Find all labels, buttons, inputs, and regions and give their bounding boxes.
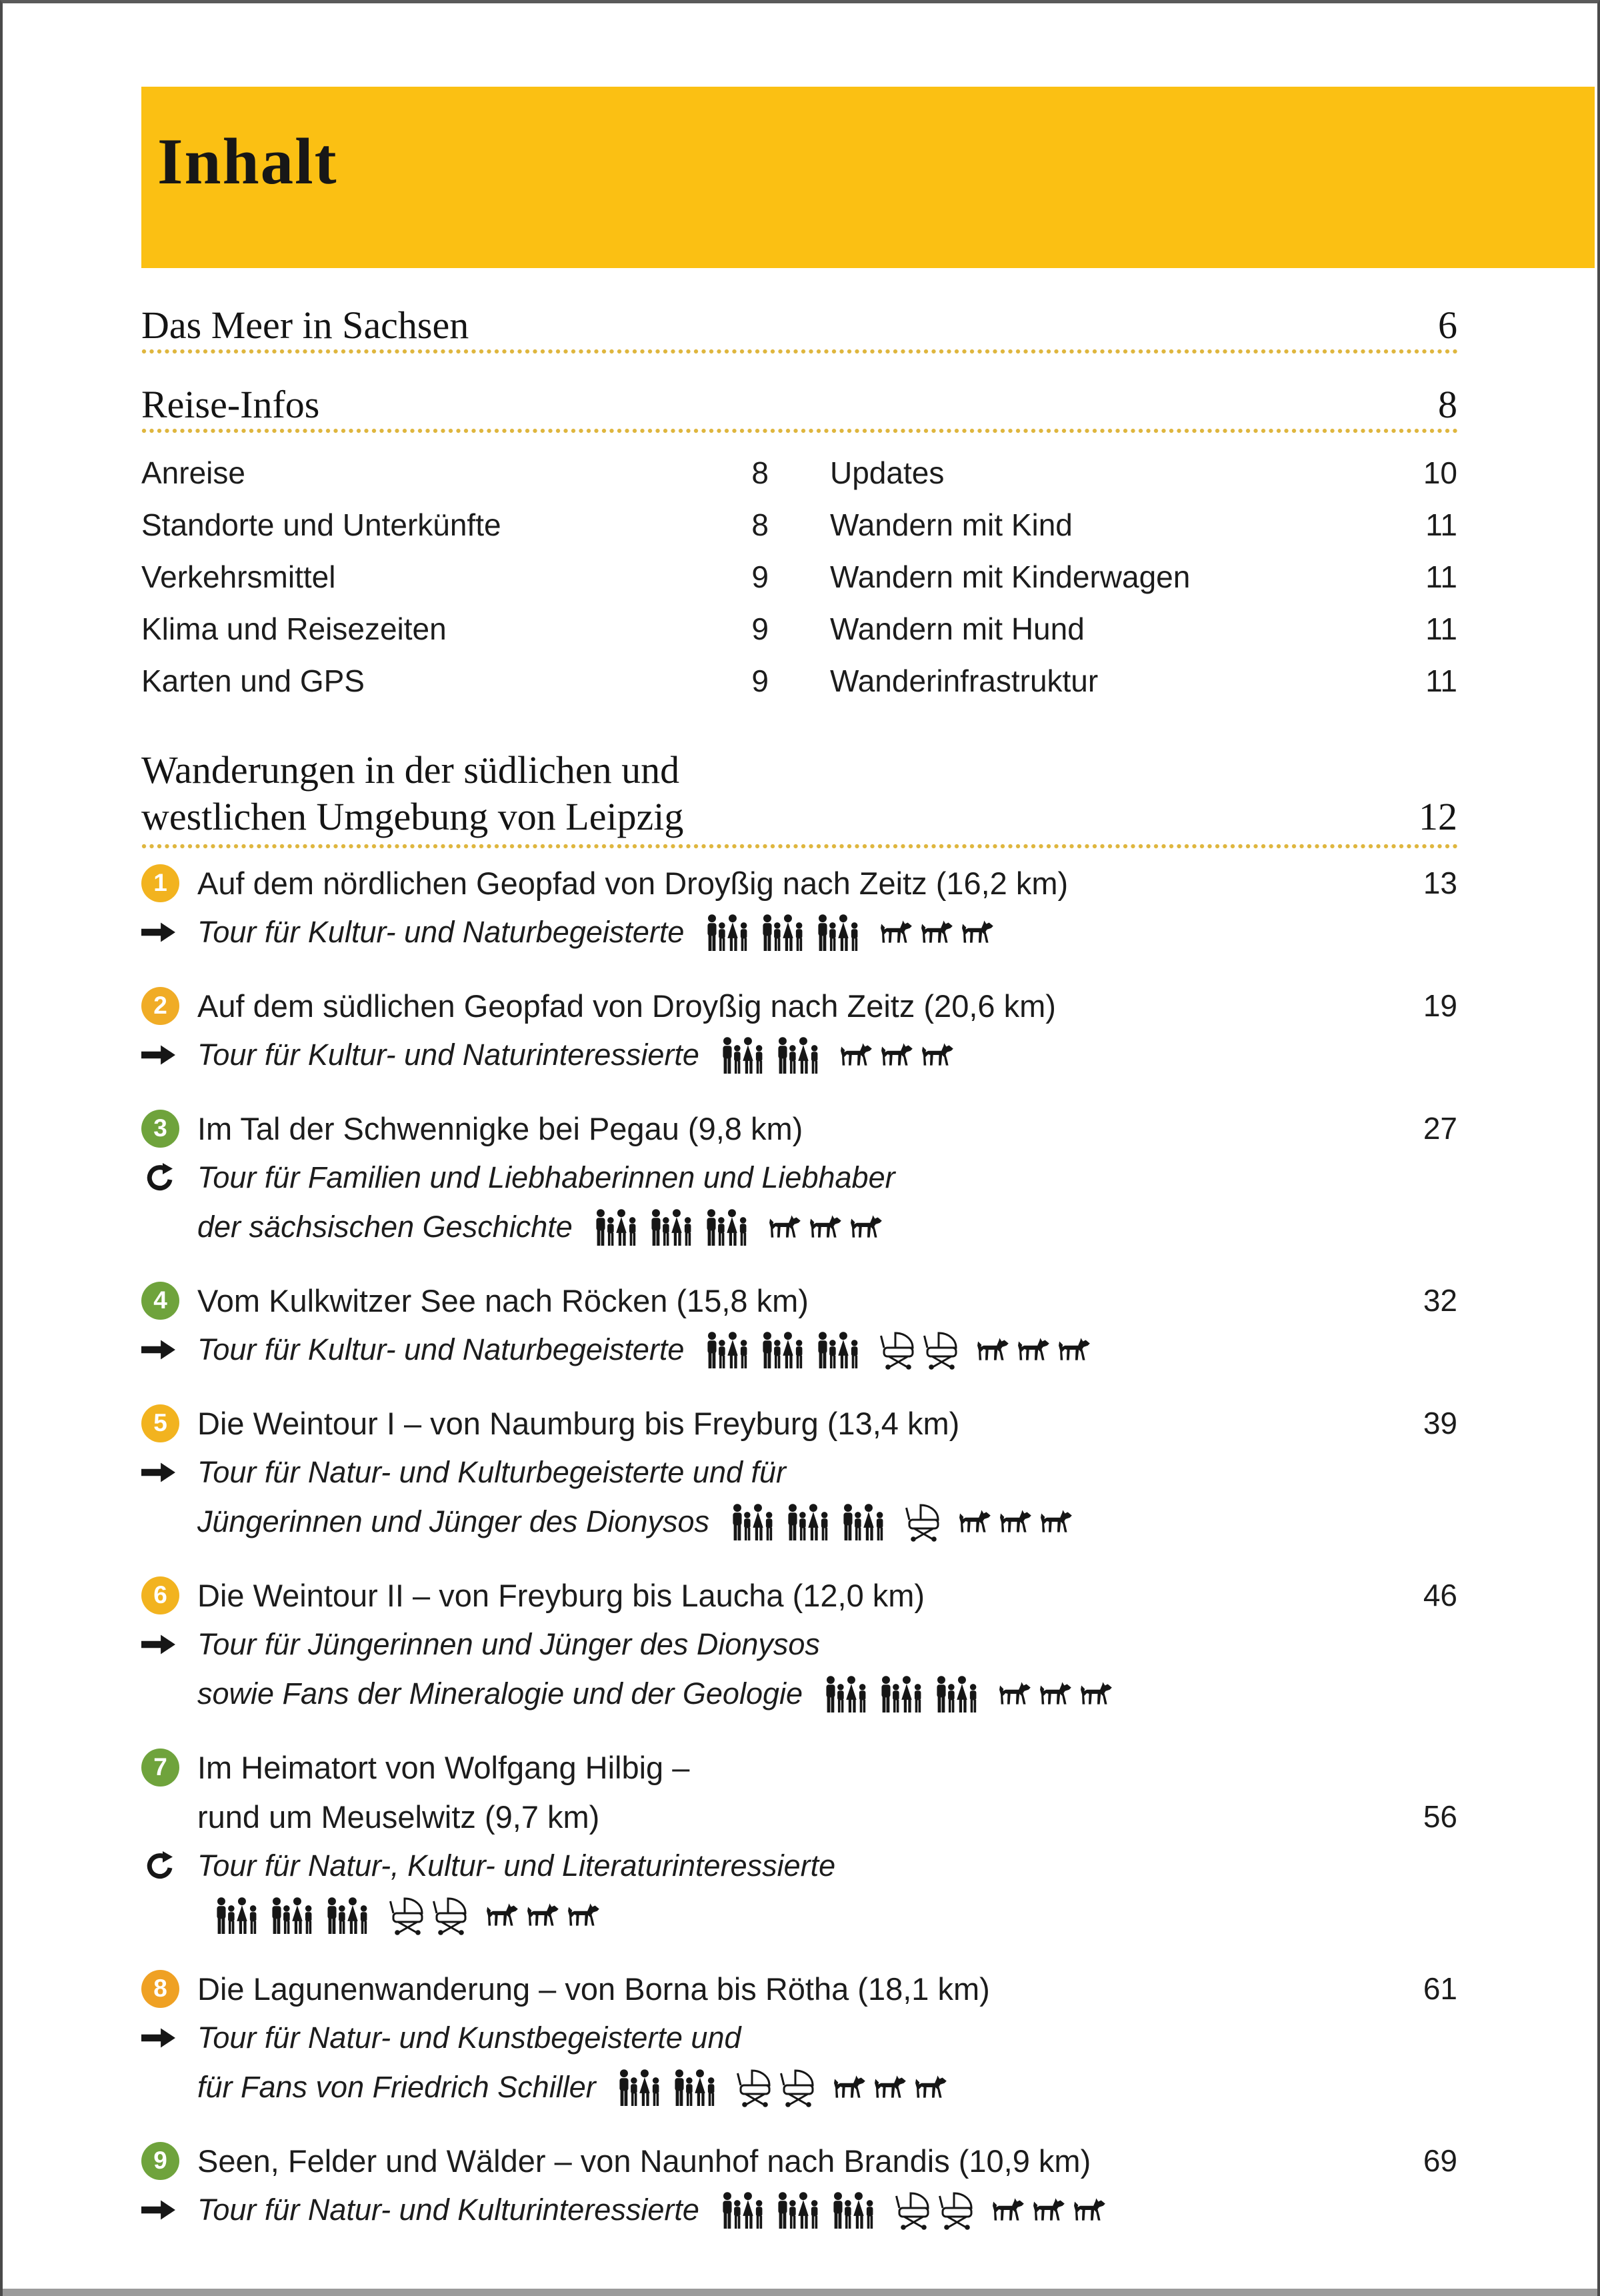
tour-page-number: 56 xyxy=(1423,1799,1457,1834)
tour-description: Tour für Natur- und Kulturinteressierte xyxy=(197,2193,699,2227)
region-title-line1: Wanderungen in der südlichen und xyxy=(141,748,680,792)
dog-icon xyxy=(959,1509,993,1534)
tour-page-number: 19 xyxy=(1423,988,1457,1023)
tour-title: Seen, Felder und Wälder – von Naunhof nach Brandis (10,9 km) xyxy=(197,2143,1091,2179)
tour-description: Tour für Kultur- und Naturbegeisterte xyxy=(197,1332,685,1366)
hiker-group-icon xyxy=(775,2191,824,2229)
stroller-icon xyxy=(737,2067,774,2108)
dog-icon xyxy=(833,2075,868,2100)
info-page-number: 11 xyxy=(1425,559,1457,594)
hiker-group-icon xyxy=(775,1036,824,1074)
arrow-icon xyxy=(141,1043,176,1067)
tour-description: Jüngerinnen und Jünger des Dionysos xyxy=(197,1504,710,1538)
info-row xyxy=(830,455,1457,507)
tour-page-number: 13 xyxy=(1423,866,1457,900)
tour-number-badge: 1 xyxy=(141,864,179,902)
stroller-icon xyxy=(389,1895,427,1936)
info-row xyxy=(830,559,1457,611)
tour-number-badge: 8 xyxy=(141,1970,179,2008)
hiker-group-icon xyxy=(815,914,864,951)
tour-item xyxy=(141,1398,1457,1546)
tour-number-badge: 9 xyxy=(141,2142,179,2180)
tour-number-badge: 5 xyxy=(141,1404,179,1442)
info-page-number: 8 xyxy=(751,455,769,490)
tour-description: der sächsischen Geschichte xyxy=(197,1210,573,1244)
dog-icon xyxy=(809,1214,844,1240)
tour-description-line xyxy=(141,1620,1457,1669)
info-row xyxy=(830,611,1457,663)
loop-arrow-icon xyxy=(141,1162,176,1193)
arrow-icon xyxy=(141,2026,176,2050)
dog-icon xyxy=(1058,1337,1093,1362)
hiker-group-icon xyxy=(648,1208,697,1246)
tour-description-line xyxy=(141,1325,1457,1374)
info-label: Verkehrsmittel xyxy=(141,559,336,594)
tour-description-line xyxy=(141,1841,1457,1891)
info-page-number: 11 xyxy=(1425,507,1457,542)
info-row xyxy=(830,663,1457,715)
tour-description: Tour für Natur-, Kultur- und Literaturinteressierte xyxy=(197,1849,836,1883)
hiker-group-icon xyxy=(213,1897,263,1934)
tour-page-number: 69 xyxy=(1423,2143,1457,2178)
tour-title-line xyxy=(141,1104,1457,1153)
toc-section-wanderungen xyxy=(141,747,1457,840)
info-row xyxy=(141,611,769,663)
dog-icon xyxy=(961,920,996,945)
dog-icon xyxy=(1040,1509,1075,1534)
tour-description: sowie Fans der Mineralogie und der Geologie xyxy=(197,1676,803,1710)
dot-leader xyxy=(141,428,1457,433)
info-row xyxy=(141,507,769,559)
page-title: Inhalt xyxy=(157,125,338,198)
tour-item xyxy=(141,858,1457,957)
hiker-group-icon xyxy=(823,1675,872,1712)
stroller-icon xyxy=(939,2189,976,2231)
tour-description-line xyxy=(141,1891,1457,1940)
tour-item xyxy=(141,1743,1457,1940)
tour-description-line xyxy=(141,1202,1457,1252)
dog-icon xyxy=(921,920,955,945)
hiker-group-icon xyxy=(704,914,753,951)
info-label: Wandern mit Kinderwagen xyxy=(830,559,1191,594)
section-title: Reise-Infos xyxy=(141,383,320,426)
dog-icon xyxy=(881,1042,915,1068)
info-label: Wanderinfrastruktur xyxy=(830,664,1099,698)
region-title: westlichen Umgebung von Leipzig xyxy=(141,795,684,838)
info-label: Anreise xyxy=(141,455,245,490)
tour-item xyxy=(141,2136,1457,2235)
tour-title: Im Tal der Schwennigke bei Pegau (9,8 km) xyxy=(197,1110,803,1146)
hiker-group-icon xyxy=(593,1208,642,1246)
hiker-group-icon xyxy=(324,1897,373,1934)
tour-title: Die Weintour II – von Freyburg bis Laucha (12,0 km) xyxy=(197,1577,925,1613)
section-page-number: 6 xyxy=(1438,303,1457,347)
info-page-number: 11 xyxy=(1425,664,1457,698)
tour-title: rund um Meuselwitz (9,7 km) xyxy=(197,1799,600,1835)
dog-icon xyxy=(1017,1337,1052,1362)
dog-icon xyxy=(977,1337,1011,1362)
tour-title-line xyxy=(141,1276,1457,1325)
tour-title: Die Lagunenwanderung – von Borna bis Rötha (18,1 km) xyxy=(197,1971,990,2007)
arrow-icon xyxy=(141,920,176,944)
arrow-icon xyxy=(141,1338,176,1362)
hiker-group-icon xyxy=(616,2069,665,2106)
tour-description: Tour für Kultur- und Naturinteressierte xyxy=(197,1038,699,1072)
hiker-group-icon xyxy=(878,1675,927,1712)
info-page-number: 11 xyxy=(1425,612,1457,646)
info-list xyxy=(141,455,1457,715)
tour-description: Tour für Natur- und Kulturbegeisterte und für xyxy=(197,1455,787,1489)
section-title: Das Meer in Sachsen xyxy=(141,303,469,347)
toc-section-reise-infos xyxy=(141,385,1457,425)
tour-number-badge: 7 xyxy=(141,1749,179,1787)
hiker-group-icon xyxy=(704,1331,753,1368)
info-row xyxy=(141,663,769,715)
hiker-group-icon xyxy=(759,914,809,951)
dog-icon xyxy=(1033,2197,1067,2223)
tour-description-line xyxy=(141,908,1457,957)
tour-description-line xyxy=(141,2185,1457,2235)
dog-icon xyxy=(1080,1681,1115,1706)
tour-page-number: 61 xyxy=(1423,1971,1457,2006)
tour-title-line xyxy=(141,858,1457,908)
tour-description: für Fans von Friedrich Schiller xyxy=(197,2070,596,2104)
page-bottom-strip xyxy=(3,2289,1597,2296)
stroller-icon xyxy=(895,2189,933,2231)
tour-number-badge: 3 xyxy=(141,1110,179,1148)
dog-icon xyxy=(1039,1681,1074,1706)
tour-item xyxy=(141,1276,1457,1374)
info-page-number: 8 xyxy=(751,507,769,542)
hiker-group-icon xyxy=(269,1897,318,1934)
tour-title: Auf dem nördlichen Geopfad von Droyßig nach Zeitz (16,2 km) xyxy=(197,865,1069,901)
tour-description-line xyxy=(141,2063,1457,2112)
dog-icon xyxy=(850,1214,885,1240)
hiker-group-icon xyxy=(729,1503,779,1540)
hiker-group-icon xyxy=(719,2191,769,2229)
info-page-number: 9 xyxy=(751,559,769,594)
hiker-group-icon xyxy=(840,1503,889,1540)
stroller-icon xyxy=(880,1329,917,1370)
tour-item xyxy=(141,1964,1457,2112)
dog-icon xyxy=(921,1042,956,1068)
tour-number-badge: 2 xyxy=(141,987,179,1025)
dot-leader xyxy=(141,844,1457,849)
tour-description: Tour für Familien und Liebhaberinnen und Liebhaber xyxy=(197,1160,895,1194)
tour-description-line xyxy=(141,1669,1457,1718)
info-label: Wandern mit Hund xyxy=(830,612,1085,646)
region-title-line2 xyxy=(141,794,1457,840)
tour-title: Auf dem südlichen Geopfad von Droyßig nach Zeitz (20,6 km) xyxy=(197,988,1056,1024)
tour-item xyxy=(141,1104,1457,1252)
tour-title: Die Weintour I – von Naumburg bis Freyburg (13,4 km) xyxy=(197,1405,960,1441)
section-page-number: 8 xyxy=(1438,383,1457,426)
tour-number-badge: 4 xyxy=(141,1282,179,1320)
info-page-number: 10 xyxy=(1423,455,1457,490)
dog-icon xyxy=(527,1903,561,1928)
tour-description: Tour für Natur- und Kunstbegeisterte und xyxy=(197,2021,741,2055)
dog-icon xyxy=(840,1042,875,1068)
info-label: Klima und Reisezeiten xyxy=(141,612,447,646)
tour-description-line xyxy=(141,1030,1457,1080)
dog-icon xyxy=(1073,2197,1108,2223)
tour-title-line xyxy=(141,1743,1457,1792)
info-row xyxy=(141,455,769,507)
hiker-group-icon xyxy=(933,1675,983,1712)
loop-arrow-icon xyxy=(141,1851,176,1881)
hiker-group-icon xyxy=(815,1331,864,1368)
tour-description-line xyxy=(141,1153,1457,1202)
hiker-group-icon xyxy=(671,2069,721,2106)
stroller-icon xyxy=(780,2067,817,2108)
hiker-group-icon xyxy=(759,1331,809,1368)
tour-page-number: 39 xyxy=(1423,1406,1457,1440)
info-label: Updates xyxy=(830,455,945,490)
tour-title-line xyxy=(141,1792,1457,1841)
dog-icon xyxy=(874,2075,909,2100)
dog-icon xyxy=(567,1903,602,1928)
table-of-contents xyxy=(141,3,1457,2259)
stroller-icon xyxy=(923,1329,961,1370)
arrow-icon xyxy=(141,1632,176,1656)
tour-page-number: 46 xyxy=(1423,1578,1457,1612)
hiker-group-icon xyxy=(719,1036,769,1074)
tour-description: Tour für Jüngerinnen und Jünger des Dionysos xyxy=(197,1627,820,1661)
dog-icon xyxy=(915,2075,949,2100)
tour-description-line xyxy=(141,1448,1457,1497)
tour-title-line xyxy=(141,1964,1457,2013)
arrow-icon xyxy=(141,1460,176,1484)
dog-icon xyxy=(999,1509,1034,1534)
tour-description: Tour für Kultur- und Naturbegeisterte xyxy=(197,915,685,949)
tour-description-line xyxy=(141,2013,1457,2063)
dog-icon xyxy=(769,1214,803,1240)
section-page-number: 12 xyxy=(1419,795,1457,838)
info-row xyxy=(141,559,769,611)
info-page-number: 9 xyxy=(751,612,769,646)
info-column-right xyxy=(830,455,1457,715)
tour-number-badge: 6 xyxy=(141,1576,179,1614)
hiker-group-icon xyxy=(703,1208,753,1246)
tour-page-number: 27 xyxy=(1423,1111,1457,1146)
stroller-icon xyxy=(433,1895,470,1936)
arrow-icon xyxy=(141,2198,176,2222)
tour-title-line xyxy=(141,2136,1457,2185)
dog-icon xyxy=(486,1903,521,1928)
hiker-group-icon xyxy=(785,1503,834,1540)
dog-icon xyxy=(992,2197,1027,2223)
info-column-left xyxy=(141,455,769,715)
info-label: Wandern mit Kind xyxy=(830,507,1073,542)
info-row xyxy=(830,507,1457,559)
tour-title-line xyxy=(141,1570,1457,1620)
toc-section-das-meer xyxy=(141,305,1457,345)
dog-icon xyxy=(999,1681,1033,1706)
info-label: Standorte und Unterkünfte xyxy=(141,507,501,542)
hiker-group-icon xyxy=(830,2191,879,2229)
tour-list xyxy=(141,858,1457,2235)
dog-icon xyxy=(880,920,915,945)
tour-description-line xyxy=(141,1497,1457,1546)
tour-title-line xyxy=(141,981,1457,1030)
tour-page-number: 32 xyxy=(1423,1283,1457,1318)
tour-title-line xyxy=(141,1398,1457,1448)
info-label: Karten und GPS xyxy=(141,664,365,698)
stroller-icon xyxy=(905,1501,943,1542)
dot-leader xyxy=(141,349,1457,354)
tour-item xyxy=(141,1570,1457,1718)
tour-item xyxy=(141,981,1457,1080)
info-page-number: 9 xyxy=(751,664,769,698)
tour-title: Vom Kulkwitzer See nach Röcken (15,8 km) xyxy=(197,1282,809,1318)
tour-title: Im Heimatort von Wolfgang Hilbig – xyxy=(197,1749,690,1785)
